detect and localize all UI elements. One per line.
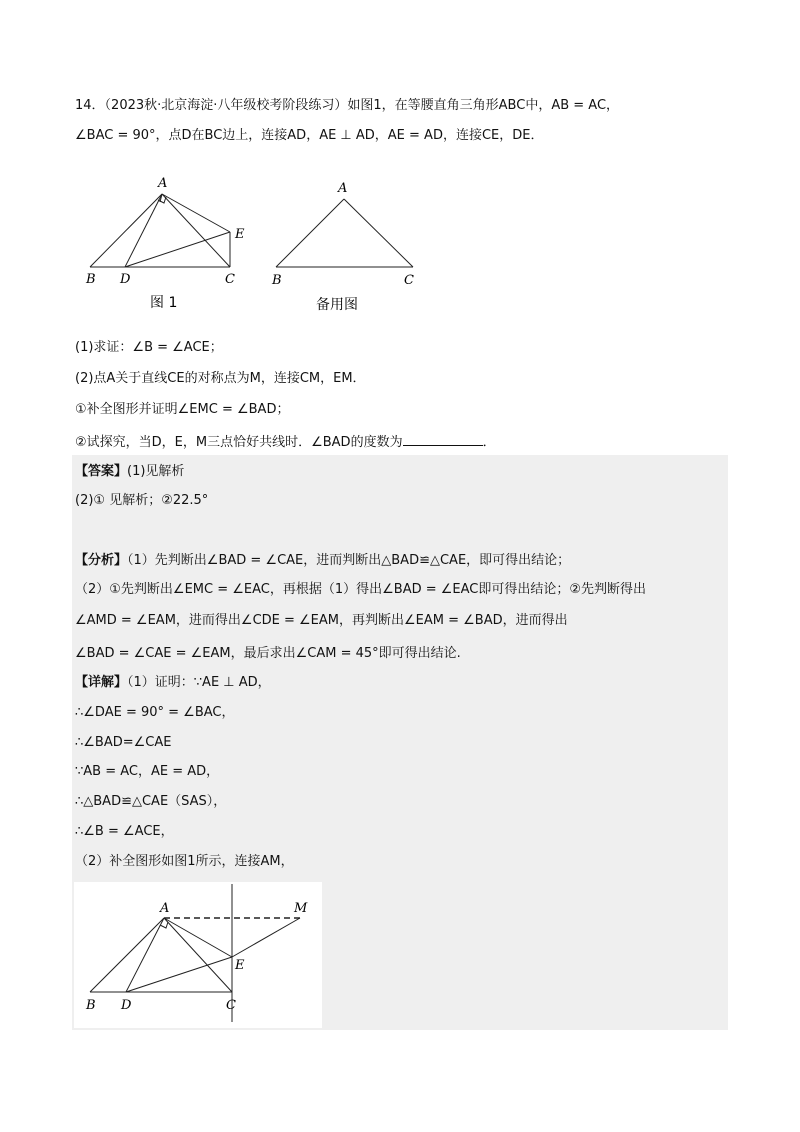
detail-1: （1）证明：∵AE ⊥ AD，	[127, 675, 271, 690]
backup-label-C: C	[404, 273, 414, 288]
analysis-1: （1）先判断出∠BAD = ∠CAE，进而判断出△BAD≌△CAE，即可得出结论；	[127, 553, 571, 568]
solution-figure	[80, 882, 322, 1028]
figure-1	[80, 172, 270, 317]
question-2b-text: ②试探究，当D，E，M三点恰好共线时．∠BAD的度数为	[75, 435, 403, 450]
solution-label-B: B	[86, 998, 96, 1013]
backup-figure-caption: 备用图	[316, 297, 358, 313]
detail-line-1	[75, 673, 271, 693]
question-1: (1)求证：∠B = ∠ACE；	[75, 340, 223, 355]
answer-blank[interactable]	[403, 431, 483, 446]
label-D: D	[120, 272, 131, 287]
backup-figure	[268, 172, 428, 317]
question-2b-end: ．	[482, 435, 496, 450]
label-A: A	[158, 176, 168, 191]
analysis-3: ∠AMD = ∠EAM，进而得出∠CDE = ∠EAM，再判断出∠EAM = ∠BAD，进而得出	[75, 613, 568, 628]
solution-label-E: E	[235, 958, 245, 973]
detail-3: ∴∠BAD=∠CAE	[75, 735, 172, 750]
detail-5: ∴△BAD≌△CAE（SAS），	[75, 794, 227, 809]
label-B: B	[86, 272, 96, 287]
detail-6: ∴∠B = ∠ACE，	[75, 824, 174, 839]
answer-line-1	[75, 462, 184, 482]
analysis-2: （2）①先判断出∠EMC = ∠EAC，再根据（1）得出∠BAD = ∠EAC即可得出结论；②先判断得出	[75, 582, 647, 597]
backup-label-A: A	[338, 181, 348, 196]
detail-tag: 【详解】	[75, 675, 128, 690]
question-2a: ①补全图形并证明∠EMC = ∠BAD；	[75, 402, 290, 417]
analysis-tag: 【分析】	[75, 553, 128, 568]
label-E: E	[235, 227, 245, 242]
answer-1: (1)见解析	[127, 464, 185, 479]
analysis-4: ∠BAD = ∠CAE = ∠EAM，最后求出∠CAM = 45°即可得出结论.	[75, 646, 461, 661]
answer-2: (2)① 见解析；②22.5°	[75, 493, 209, 508]
backup-label-B: B	[272, 273, 282, 288]
detail-4: ∵AB = AC，AE = AD，	[75, 764, 220, 779]
problem-line-2: ∠BAC = 90°，点D在BC边上，连接AD，AE ⊥ AD，AE = AD，连接CE，DE．	[75, 128, 544, 143]
solution-label-D: D	[121, 998, 132, 1013]
detail-7: （2）补全图形如图1所示，连接AM，	[75, 854, 294, 869]
label-C: C	[225, 272, 235, 287]
question-2: (2)点A关于直线CE的对称点为M，连接CM，EM．	[75, 371, 366, 386]
problem-line-1: 14．（2023秋·北京海淀·八年级校考阶段练习）如图1，在等腰直角三角形ABC中，AB = AC，	[75, 98, 620, 113]
question-2b	[75, 431, 496, 453]
solution-label-C: C	[226, 998, 236, 1013]
detail-2: ∴∠DAE = 90° = ∠BAC，	[75, 705, 235, 720]
solution-label-M: M	[294, 901, 308, 916]
figure-1-caption: 图 1	[150, 295, 178, 311]
answer-tag: 【答案】	[75, 464, 128, 479]
solution-label-A: A	[160, 901, 170, 916]
analysis-line-1	[75, 551, 570, 571]
